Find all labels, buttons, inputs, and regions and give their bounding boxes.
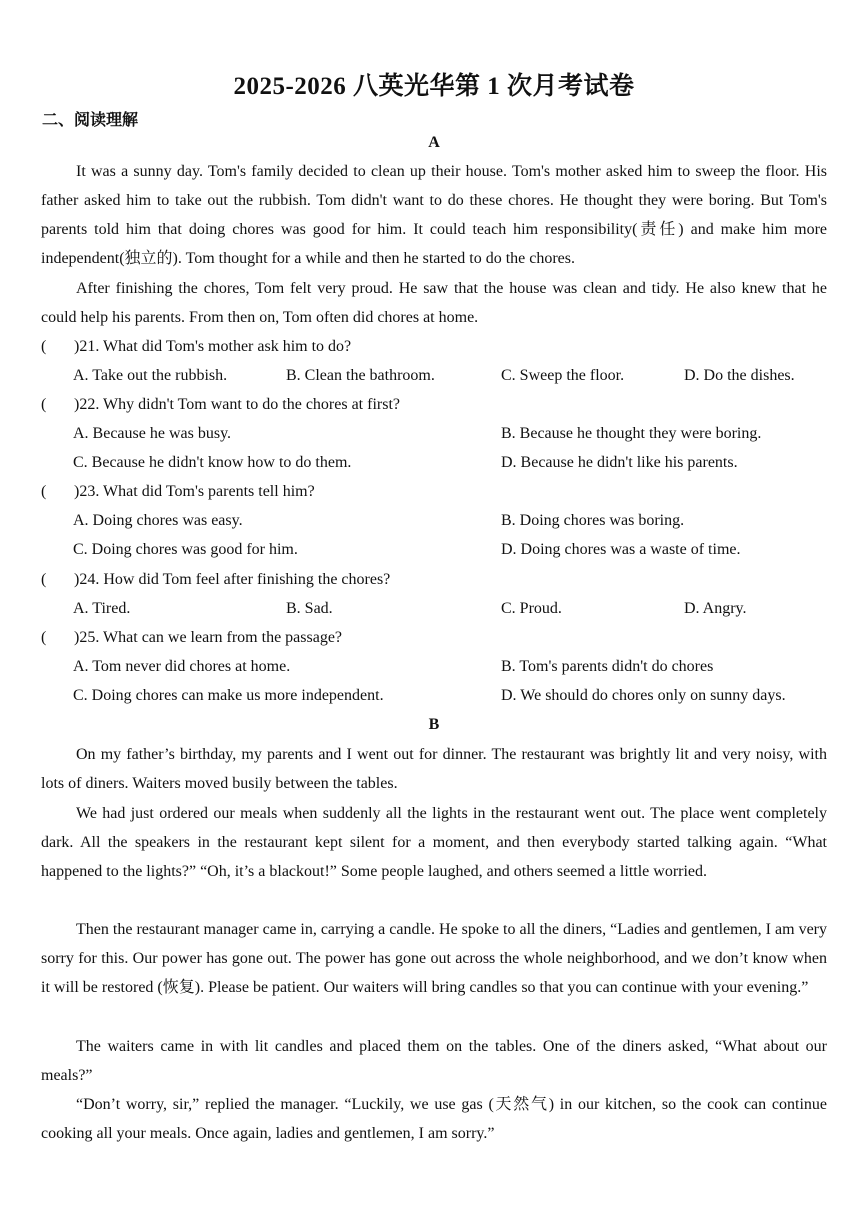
option-d: D. Angry. — [684, 600, 747, 617]
option-d: D. Do the dishes. — [684, 367, 795, 384]
question-stem: )22. Why didn't Tom want to do the chores at first? — [74, 396, 400, 413]
option-d: D. We should do chores only on sunny days. — [501, 687, 786, 704]
option-b: B. Sad. — [286, 600, 333, 617]
question-21 — [41, 337, 351, 357]
answer-bracket[interactable]: ( — [41, 483, 47, 500]
passage-b-paragraph: Then the restaurant manager came in, carrying a candle. He spoke to all the diners, “Ladies and gentlemen, I am very sorry for this. Our power has gone out. The power has gone out across the whole neighborhood, and we don’t know when it will be restored (恢复). Please be patient. Our waiters will bring candles so that you can continue with your evening.” — [41, 921, 827, 997]
passage-a-paragraph: After finishing the chores, Tom felt very proud. He saw that the house was clean and tidy. He also knew that he could help his parents. From then on, Tom often did chores at home. — [41, 280, 827, 327]
passage-b-paragraph: “Don’t worry, sir,” replied the manager. “Luckily, we use gas (天然气) in our kitchen, so the cook can continue cooking all your meals. Once again, ladies and gentlemen, I am sorry.” — [41, 1096, 827, 1143]
question-stem: )23. What did Tom's parents tell him? — [74, 483, 315, 500]
passage-b-paragraph: We had just ordered our meals when suddenly all the lights in the restaurant went out. The place went completely dark. All the speakers in the restaurant kept silent for a moment, and then everybody started talking again. “What happened to the lights?” “Oh, it’s a blackout!” Some people laughed, and others seemed a little worried. — [41, 805, 827, 881]
question-24 — [41, 570, 390, 590]
question-22 — [41, 395, 400, 415]
option-a: A. Take out the rubbish. — [73, 367, 228, 384]
passage-b-label: B — [428, 716, 440, 733]
passage-b-paragraph: The waiters came in with lit candles and placed them on the tables. One of the diners asked, “What about our meals?” — [41, 1038, 827, 1085]
option-d: D. Doing chores was a waste of time. — [501, 541, 741, 558]
option-a: A. Because he was busy. — [73, 425, 232, 442]
question-25 — [41, 628, 342, 648]
option-b: B. Because he thought they were boring. — [501, 425, 762, 442]
answer-bracket[interactable]: ( — [41, 396, 47, 413]
answer-bracket[interactable]: ( — [41, 338, 47, 355]
exam-title: 2025-2026 八英光华第 1 次月考试卷 — [233, 73, 635, 100]
question-23 — [41, 482, 315, 502]
option-c: C. Sweep the floor. — [501, 367, 625, 384]
option-c: C. Doing chores was good for him. — [73, 541, 298, 558]
option-c: C. Because he didn't know how to do them. — [73, 454, 352, 471]
passage-a-paragraph: It was a sunny day. Tom's family decided to clean up their house. Tom's mother asked him to sweep the floor. His father asked him to take out the rubbish. Tom didn't want to do these chores. He thought they were boring. But Tom's parents told him that doing chores was good for him. It could teach him responsibility(责任) and make him more independent(独立的). Tom thought for a while and then he started to do the chores. — [41, 163, 827, 268]
option-c: C. Doing chores can make us more independent. — [73, 687, 384, 704]
section-heading: 二、阅读理解 — [42, 112, 139, 129]
question-stem: )25. What can we learn from the passage? — [74, 629, 343, 646]
option-b: B. Clean the bathroom. — [286, 367, 435, 384]
option-d: D. Because he didn't like his parents. — [501, 454, 738, 471]
option-b: B. Tom's parents didn't do chores — [501, 658, 714, 675]
option-b: B. Doing chores was boring. — [501, 512, 685, 529]
option-c: C. Proud. — [501, 600, 562, 617]
option-a: A. Tired. — [73, 600, 131, 617]
answer-bracket[interactable]: ( — [41, 571, 47, 588]
answer-bracket[interactable]: ( — [41, 629, 47, 646]
option-a: A. Tom never did chores at home. — [73, 658, 291, 675]
passage-a-label: A — [428, 134, 440, 151]
passage-b-paragraph: On my father’s birthday, my parents and I went out for dinner. The restaurant was brightly lit and very noisy, with lots of diners. Waiters moved busily between the tables. — [41, 746, 827, 793]
question-stem: )21. What did Tom's mother ask him to do? — [74, 338, 352, 355]
option-a: A. Doing chores was easy. — [73, 512, 243, 529]
question-stem: )24. How did Tom feel after finishing the chores? — [74, 571, 391, 588]
